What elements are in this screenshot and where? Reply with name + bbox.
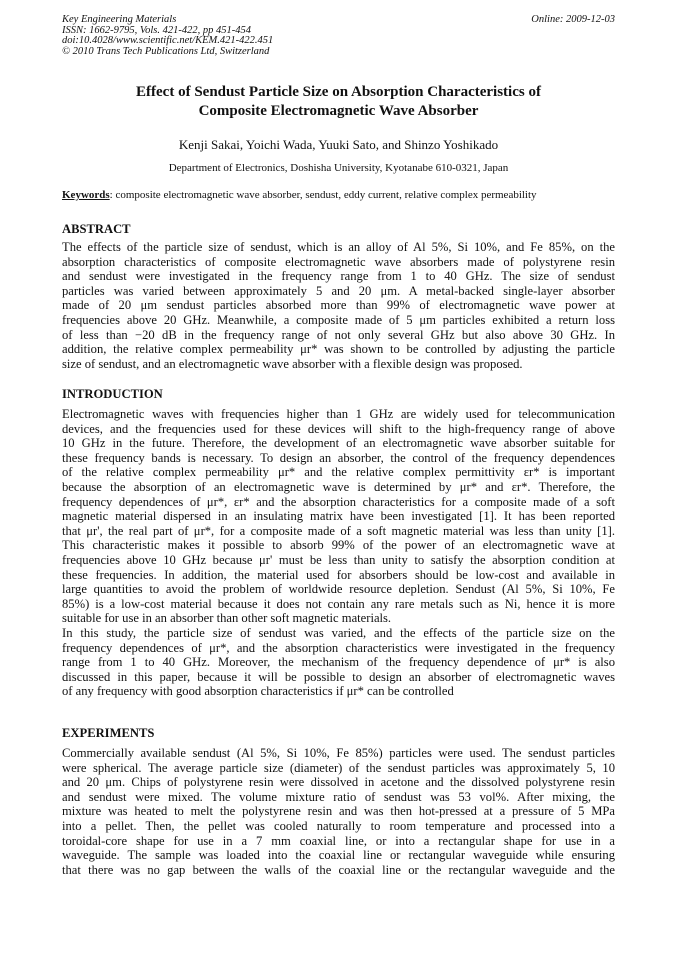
keywords-text: : composite electromagnetic wave absorber, sendust, eddy current, relative complex permeability: [109, 189, 537, 201]
experiments-text-line: into a pellet. Then, the pellet was cooled naturally to room temperature and processed into a: [62, 818, 615, 833]
online-date: Online: 2009-12-03: [531, 14, 615, 25]
introduction-text-line: 85%) is a low-cost material because it does not contain any rare metals such as Ni, hence it is more: [62, 596, 615, 611]
paper-title: [62, 83, 615, 121]
introduction-text-line: devices, and the frequencies used for these devices will shift to the high-frequency range of above: [62, 421, 615, 436]
abstract-body: [62, 240, 615, 371]
introduction-text-line: This characteristic makes it possible to absorb 99% of the power of an electromagnetic wave at: [62, 538, 615, 553]
introduction-text-line: Electromagnetic waves with frequencies higher than 1 GHz are widely used for telecommunication: [62, 407, 615, 421]
abstract-text-line: made of 20 μm sendust particles absorbed more than 99% of electromagnetic wave power at: [62, 298, 615, 313]
experiments-text-line: and sendust were mixed. The volume mixture ratio of sendust was 53 vol%. After mixing, the: [62, 789, 615, 804]
journal-name: Key Engineering Materials: [62, 14, 177, 25]
introduction-text-line: of any frequency with good absorption characteristics if μr* can be controlled: [62, 684, 454, 699]
introduction-text-line: because the absorption of an electromagnetic wave is determined by μr* and εr*. Therefore, the: [62, 479, 615, 494]
introduction-body: [62, 407, 615, 699]
abstract-text-line: size of sendust, and an electromagnetic wave absorber with a flexible design was proposed.: [62, 356, 523, 371]
introduction-heading: INTRODUCTION: [62, 387, 163, 401]
title-line: Composite Electromagnetic Wave Absorber: [198, 103, 479, 119]
introduction-text-line: that μr', the real part of μr*, for a composite made of a soft magnetic material was less than unity [1].: [62, 523, 615, 538]
introduction-text-line: frequency dependences of μr*, and the absorption characteristics were investigated in the frequency: [62, 640, 615, 655]
title-line: Effect of Sendust Particle Size on Absorption Characteristics of: [136, 84, 541, 100]
introduction-text-line: of the relative complex permeability μr* and the relative complex permittivity εr* is important: [62, 465, 615, 480]
experiments-text-line: were spherical. The average particle size (diameter) of the sendust particles was approximately 5, 10: [62, 760, 615, 775]
introduction-text-line: frequencies above 10 GHz because μr' must be less than unity to satisfy the absorption condition at: [62, 552, 615, 567]
journal-header: [62, 15, 273, 57]
abstract-text-line: of less than −20 dB in the frequency range of not only several GHz but also above 30 GHz. In: [62, 327, 615, 342]
keywords-label: Keywords: [62, 189, 110, 201]
journal-doi: doi:10.4028/www.scientific.net/KEM.421-422.451: [62, 35, 274, 46]
experiments-text-line: waveguide. The sample was loaded into the coaxial line or rectangular waveguide while ensuring: [62, 848, 615, 863]
abstract-text-line: addition, the relative complex permeability μr* was shown to be controlled by adjusting the particle: [62, 342, 615, 357]
abstract-heading: ABSTRACT: [62, 222, 131, 236]
introduction-text-line: suitable for use in an absorber than other soft magnetic materials.: [62, 611, 392, 626]
experiments-text-line: and 20 μm. Chips of polystyrene resin were dissolved in acetone and the dissolved polystyrene resin: [62, 775, 615, 790]
experiments-body: [62, 746, 615, 877]
abstract-text-line: and sendust were investigated in the frequency range from 1 to 40 GHz. The size of sendust: [62, 269, 615, 284]
journal-issn: ISSN: 1662-9795, Vols. 421-422, pp 451-454: [62, 24, 251, 36]
experiments-text-line: toroidal-core shape for use in a 7 mm coaxial line, or into a rectangular shape for use in a: [62, 833, 615, 848]
introduction-text-line: discussed in this paper, because it will be possible to design an absorber of electromagnetic waves: [62, 669, 615, 684]
experiments-text-line: mixture was heated to melt the polystyrene resin and was then hot-pressed at a pressure of 5 MPa: [62, 804, 615, 819]
abstract-text-line: The effects of the particle size of sendust, which is an alloy of Al 5%, Si 10%, and Fe 85%, on the: [62, 240, 615, 254]
introduction-text-line: In this study, the particle size of sendust was varied, and the effects of the particle size on the: [62, 625, 615, 640]
keywords: [62, 189, 615, 202]
introduction-text-line: 10 GHz in the future. Therefore, the development of an electromagnetic wave absorber suitable for: [62, 436, 615, 451]
introduction-text-line: these frequency bands is necessary. To design an absorber, the control of the frequency dependences: [62, 450, 615, 465]
abstract-text-line: frequencies above 20 GHz. Meanwhile, a composite made of 5 μm particles exhibited a return loss: [62, 312, 615, 327]
experiments-heading: EXPERIMENTS: [62, 726, 155, 740]
affiliation: Department of Electronics, Doshisha University, Kyotanabe 610-0321, Japan: [168, 162, 509, 174]
experiments-text-line: Commercially available sendust (Al 5%, Si 10%, Fe 85%) particles were used. The sendust particles: [62, 746, 615, 760]
journal-copyright: © 2010 Trans Tech Publications Ltd, Switzerland: [62, 45, 270, 57]
introduction-text-line: these frequencies. In addition, the material used for absorbers should be low-cost and available in: [62, 567, 615, 582]
introduction-text-line: range from 1 to 40 GHz. Moreover, the mechanism of the frequency dependence of μr* is also: [62, 655, 615, 670]
abstract-text-line: absorption characteristics of composite electromagnetic wave absorbers made of polystyrene resin: [62, 254, 615, 269]
authors: Kenji Sakai, Yoichi Wada, Yuuki Sato, and Shinzo Yoshikado: [178, 137, 499, 152]
introduction-text-line: large quantities to avoid the problem of worldwide resource depletion. Sendust (Al 5%, Si 10%, Fe: [62, 582, 615, 597]
introduction-text-line: magnetic material dispersed in an insulating matrix have been investigated [1]. It has been reported: [62, 509, 615, 524]
introduction-text-line: frequency dependences of μr*, εr* and the absorption characteristics for a composite made of a soft: [62, 494, 615, 509]
experiments-text-line: that there was no gap between the walls of the coaxial line or the rectangular waveguide and the: [62, 862, 615, 877]
abstract-text-line: particles was varied between approximately 5 and 20 μm. A metal-backed single-layer absorber: [62, 283, 615, 298]
